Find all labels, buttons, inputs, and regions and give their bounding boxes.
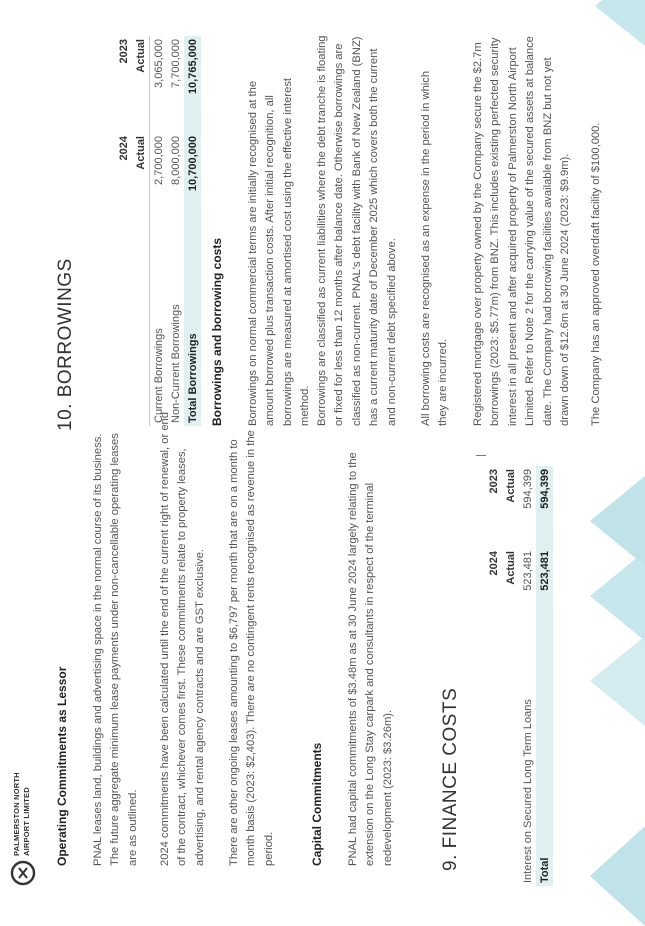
borrowings-paragraph-2: Borrowings are classified as current liabilities where the debt tranche is floating or fixed for less than 12 months after balance date. Otherwise borrowings are classified as non-current. PNAL's debt facility with Bank of New Zealand (BNZ) has a current maturity date of December 2025 which covers both the current and non-current debt specified above. <box>316 35 398 426</box>
table-row <box>150 36 168 426</box>
lessor-heading: Operating Commitments as Lessor <box>55 666 69 866</box>
col-label-2023: Actual <box>504 469 517 503</box>
table-row <box>115 36 132 426</box>
row-label: Non-Current Borrowings <box>169 304 182 423</box>
borrowings-paragraph-4: Registered mortgage over property owned by the Company secure the $2.7m borrowings (2023: $5.77m) from BNZ. This includes existing perfected security interest in all present and after acquired property of Palmerston North Airport Limited. Refer to Note 2 for the carrying value of the secured assets at balance date. The Company had borrowing facilities available from BNZ but not yet drawn down of $12.6m at 30 June 2024 (2023: $9.9m). <box>472 36 572 426</box>
cell-2023: 3,065,000 <box>152 39 165 88</box>
logo-line-2: AIRPORT LIMITED <box>22 787 31 856</box>
accent-bar <box>476 455 486 456</box>
cell-2023: 594,399 <box>521 469 534 509</box>
col-label-2024: Actual <box>132 133 150 230</box>
col-label-2023: Actual <box>132 36 150 133</box>
capital-heading: Capital Commitments <box>310 742 324 866</box>
table-row <box>502 466 519 886</box>
lessor-paragraph-3: There are other ongoing leases amounting to $6,797 per month that are on a month to month basis (2023: $2,403). There are no contingent rents recognised as revenue in the period. <box>228 430 275 866</box>
table-row <box>167 36 184 426</box>
year-2024: 2024 <box>117 136 130 161</box>
row-label: Current Borrowings <box>152 328 165 423</box>
col-label-2024: Actual <box>504 551 517 585</box>
company-logo <box>8 746 38 886</box>
cell-2024: 2,700,000 <box>152 136 165 185</box>
total-2023: 10,765,000 <box>184 36 201 133</box>
borrowings-heading: 10. BORROWINGS <box>55 258 76 431</box>
decor-triangle <box>590 476 645 566</box>
borrowings-paragraph-3: All borrowing costs are recognised as an expense in the period in which they are incurred. <box>420 70 450 426</box>
table-total-row <box>536 466 553 886</box>
borrowings-paragraph-5: The Company has an approved overdraft facility of $100,000. <box>590 122 602 426</box>
year-2023: 2023 <box>117 39 130 64</box>
total-2024: 10,700,000 <box>184 133 201 230</box>
row-label: Interest on Secured Long Term Loans <box>521 699 534 883</box>
table-total-row <box>184 36 201 426</box>
decor-triangle <box>590 636 645 726</box>
borrowings-table <box>115 36 201 426</box>
total-2023: 594,399 <box>536 466 553 548</box>
logo-line-1: PALMERSTON NORTH <box>12 772 21 856</box>
table-row <box>132 36 150 426</box>
airport-logo-icon <box>10 860 36 886</box>
total-label: Total <box>536 630 553 886</box>
finance-costs-heading: 9. FINANCE COSTS <box>440 687 461 871</box>
decor-triangle <box>595 0 645 46</box>
cell-2024: 8,000,000 <box>169 136 182 185</box>
total-label: Total Borrowings <box>184 230 201 426</box>
year-2024: 2024 <box>487 551 500 576</box>
cell-2023: 7,700,000 <box>169 39 182 88</box>
lessor-paragraph-2: 2024 commitments have been calculated until the end of the current right of renewal, or end of the contract, whichever comes first. These commitments relate to property leases, advertising, and rental agency contracts and are GST exclusive. <box>159 412 206 866</box>
table-row <box>519 466 536 886</box>
capital-paragraph-1: PNAL had capital commitments of $3.48m as at 30 June 2024 largely relating to the extension on the Long Stay carpark and consultants in respect of the terminal redevelopment (2023: $3.26m). <box>347 452 394 866</box>
decor-triangle <box>590 826 645 926</box>
lessor-paragraph-1: PNAL leases land, buildings and advertising space in the normal course of its business. The future aggregate minimum lease payments under non-cancellable operating leases are as outlined. <box>92 433 139 866</box>
finance-costs-table <box>485 466 553 886</box>
year-2023: 2023 <box>487 469 500 494</box>
total-2024: 523,481 <box>536 548 553 630</box>
borrowing-costs-heading: Borrowings and borrowing costs <box>210 237 224 426</box>
borrowings-paragraph-1: Borrowings on normal commercial terms are initially recognised at the amount borrowed plus transaction costs. After initial recognition, all borrowings are measured at amortised cost using the effective interest method. <box>247 77 312 426</box>
table-row <box>485 466 502 886</box>
cell-2024: 523,481 <box>521 551 534 591</box>
